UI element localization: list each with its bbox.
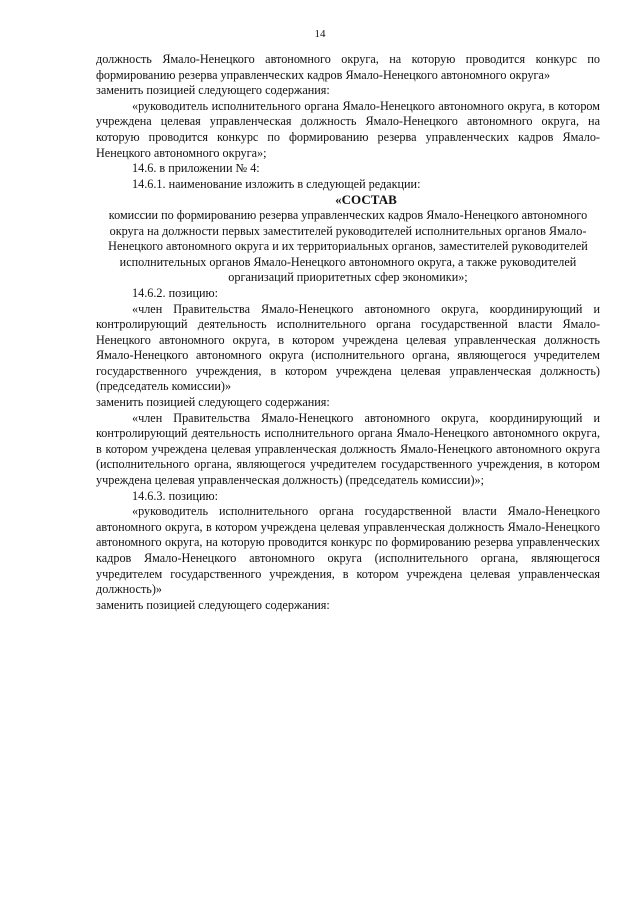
paragraph-old-head-position: «руководитель исполнительного органа государственной власти Ямало-Ненецкого автономного округа, в котором учреждена целевая управленческая должность Ямало-Ненецкого автономного округа, на которую проводится конкурс по формированию резерва управленческих кадров Ямало-Ненецкого автономного округа (исполнительного органа, являющегося учредителем государственного учреждения, в котором учреждена целевая управленческая должность)» [96,504,600,597]
paragraph-clause-14-6-1: 14.6.1. наименование изложить в следующей редакции: [132,176,421,191]
composition-subtitle: комиссии по формированию резерва управленческих кадров Ямало-Ненецкого автономного округа на должности первых заместителей руководителей исполнительных органов Ямало-Ненецкого автономного округа и их территориальных органов, заместителей руководителей исполнительных органов Ямало-Ненецкого автономного округа, а также руководителей организаций приоритетных сфер экономики»; [108,207,588,285]
document-body [96,52,600,613]
paragraph-new-member-position: «член Правительства Ямало-Ненецкого автономного округа, координирующий и контролирующий деятельность исполнительного органа Ямало-Ненецкого автономного округа, в котором учреждена целевая управленческая должность Ямало-Ненецкого автономного округа (исполнительного органа, являющегося учредителем государственного учреждения, в котором учреждена целевая управленческая должность) (председатель комиссии)»; [96,410,600,488]
paragraph-clause-14-6-3: 14.6.3. позицию: [132,488,219,503]
paragraph-replace-instruction-3: заменить позицией следующего содержания: [96,597,330,612]
paragraph-clause-14-6-2: 14.6.2. позицию: [132,285,219,300]
composition-title: «СОСТАВ [335,192,397,208]
paragraph-old-member-position: «член Правительства Ямало-Ненецкого автономного округа, координирующий и контролирующий деятельность исполнительного органа государственной власти Ямало-Ненецкого автономного округа, в котором учреждена целевая управленческая должность Ямало-Ненецкого автономного округа (исполнительного органа, являющегося учредителем государственного учреждения, в котором учреждена целевая управленческая должность) (председатель комиссии)» [96,301,600,394]
paragraph-replace-instruction: заменить позицией следующего содержания: [96,83,330,98]
paragraph-position-end: должность Ямало-Ненецкого автономного округа, на которую проводится конкурс по формированию резерва управленческих кадров Ямало-Ненецкого автономного округа» [96,52,600,82]
paragraph-replace-instruction-2: заменить позицией следующего содержания: [96,395,330,410]
page-number: 14 [314,28,326,40]
paragraph-clause-14-6: 14.6. в приложении № 4: [132,161,260,176]
paragraph-new-position: «руководитель исполнительного органа Ямало-Ненецкого автономного округа, в котором учреждена целевая управленческая должность Ямало-Ненецкого автономного округа, на которую проводится конкурс по формированию резерва управленческих кадров Ямало-Ненецкого автономного округа»; [96,98,600,160]
